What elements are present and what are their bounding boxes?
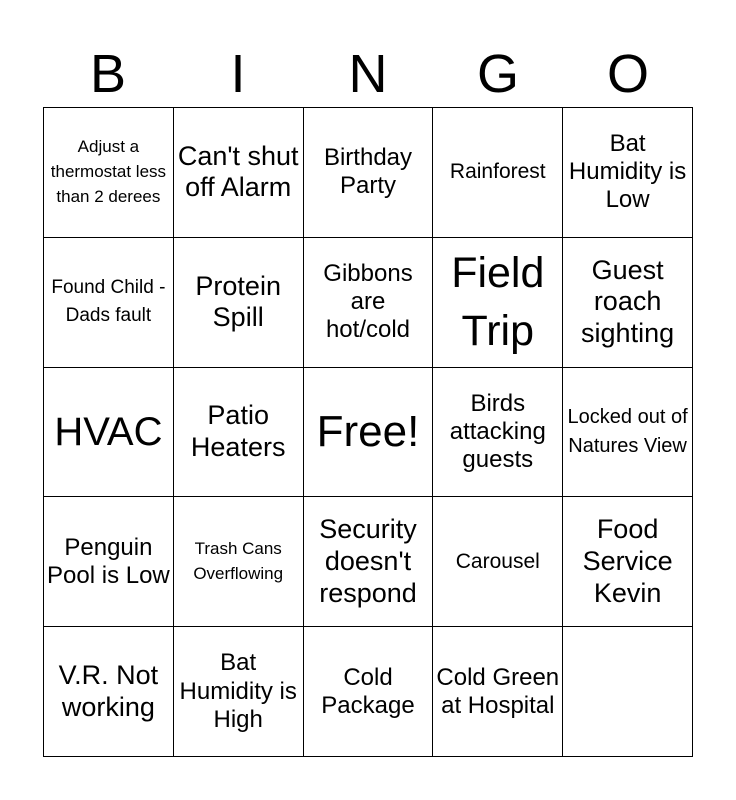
bingo-cell[interactable]: Food Service Kevin bbox=[563, 497, 693, 627]
bingo-cell[interactable]: Gibbons are hot/cold bbox=[304, 238, 434, 368]
bingo-cell[interactable]: Can't shut off Alarm bbox=[174, 108, 304, 238]
bingo-cell[interactable]: Birds attacking guests bbox=[433, 368, 563, 498]
header-letter-n: N bbox=[348, 44, 388, 104]
bingo-header bbox=[43, 40, 693, 108]
bingo-cell[interactable]: Bat Humidity is Low bbox=[563, 108, 693, 238]
bingo-cell[interactable]: Protein Spill bbox=[174, 238, 304, 368]
bingo-cell[interactable]: HVAC bbox=[44, 368, 174, 498]
bingo-cell[interactable]: Trash Cans Overflowing bbox=[174, 497, 304, 627]
header-letter-b: B bbox=[89, 44, 127, 104]
bingo-card bbox=[43, 107, 693, 757]
free-space-cell[interactable]: Free! bbox=[304, 368, 434, 498]
bingo-cell[interactable]: Patio Heaters bbox=[174, 368, 304, 498]
bingo-cell[interactable]: V.R. Not working bbox=[44, 627, 174, 757]
bingo-cell[interactable]: Cold Green at Hospital bbox=[433, 627, 563, 757]
bingo-cell[interactable]: Field Trip bbox=[433, 238, 563, 368]
bingo-cell[interactable]: Penguin Pool is Low bbox=[44, 497, 174, 627]
bingo-cell[interactable]: Locked out of Natures View bbox=[563, 368, 693, 498]
bingo-cell[interactable]: Adjust a thermostat less than 2 derees bbox=[44, 108, 174, 238]
bingo-cell[interactable]: Found Child - Dads fault bbox=[44, 238, 174, 368]
header-letter-o: O bbox=[606, 44, 649, 104]
bingo-cell[interactable]: Carousel bbox=[433, 497, 563, 627]
bingo-cell[interactable]: Cold Package bbox=[304, 627, 434, 757]
bingo-cell[interactable]: Rainforest bbox=[433, 108, 563, 238]
bingo-cell[interactable]: Birthday Party bbox=[304, 108, 434, 238]
bingo-cell[interactable]: Security doesn't respond bbox=[304, 497, 434, 627]
bingo-cell-empty[interactable] bbox=[563, 627, 693, 757]
header-letter-g: G bbox=[476, 44, 519, 104]
bingo-cell[interactable]: Bat Humidity is High bbox=[174, 627, 304, 757]
header-letter-i: I bbox=[230, 44, 246, 104]
bingo-cell[interactable]: Guest roach sighting bbox=[563, 238, 693, 368]
